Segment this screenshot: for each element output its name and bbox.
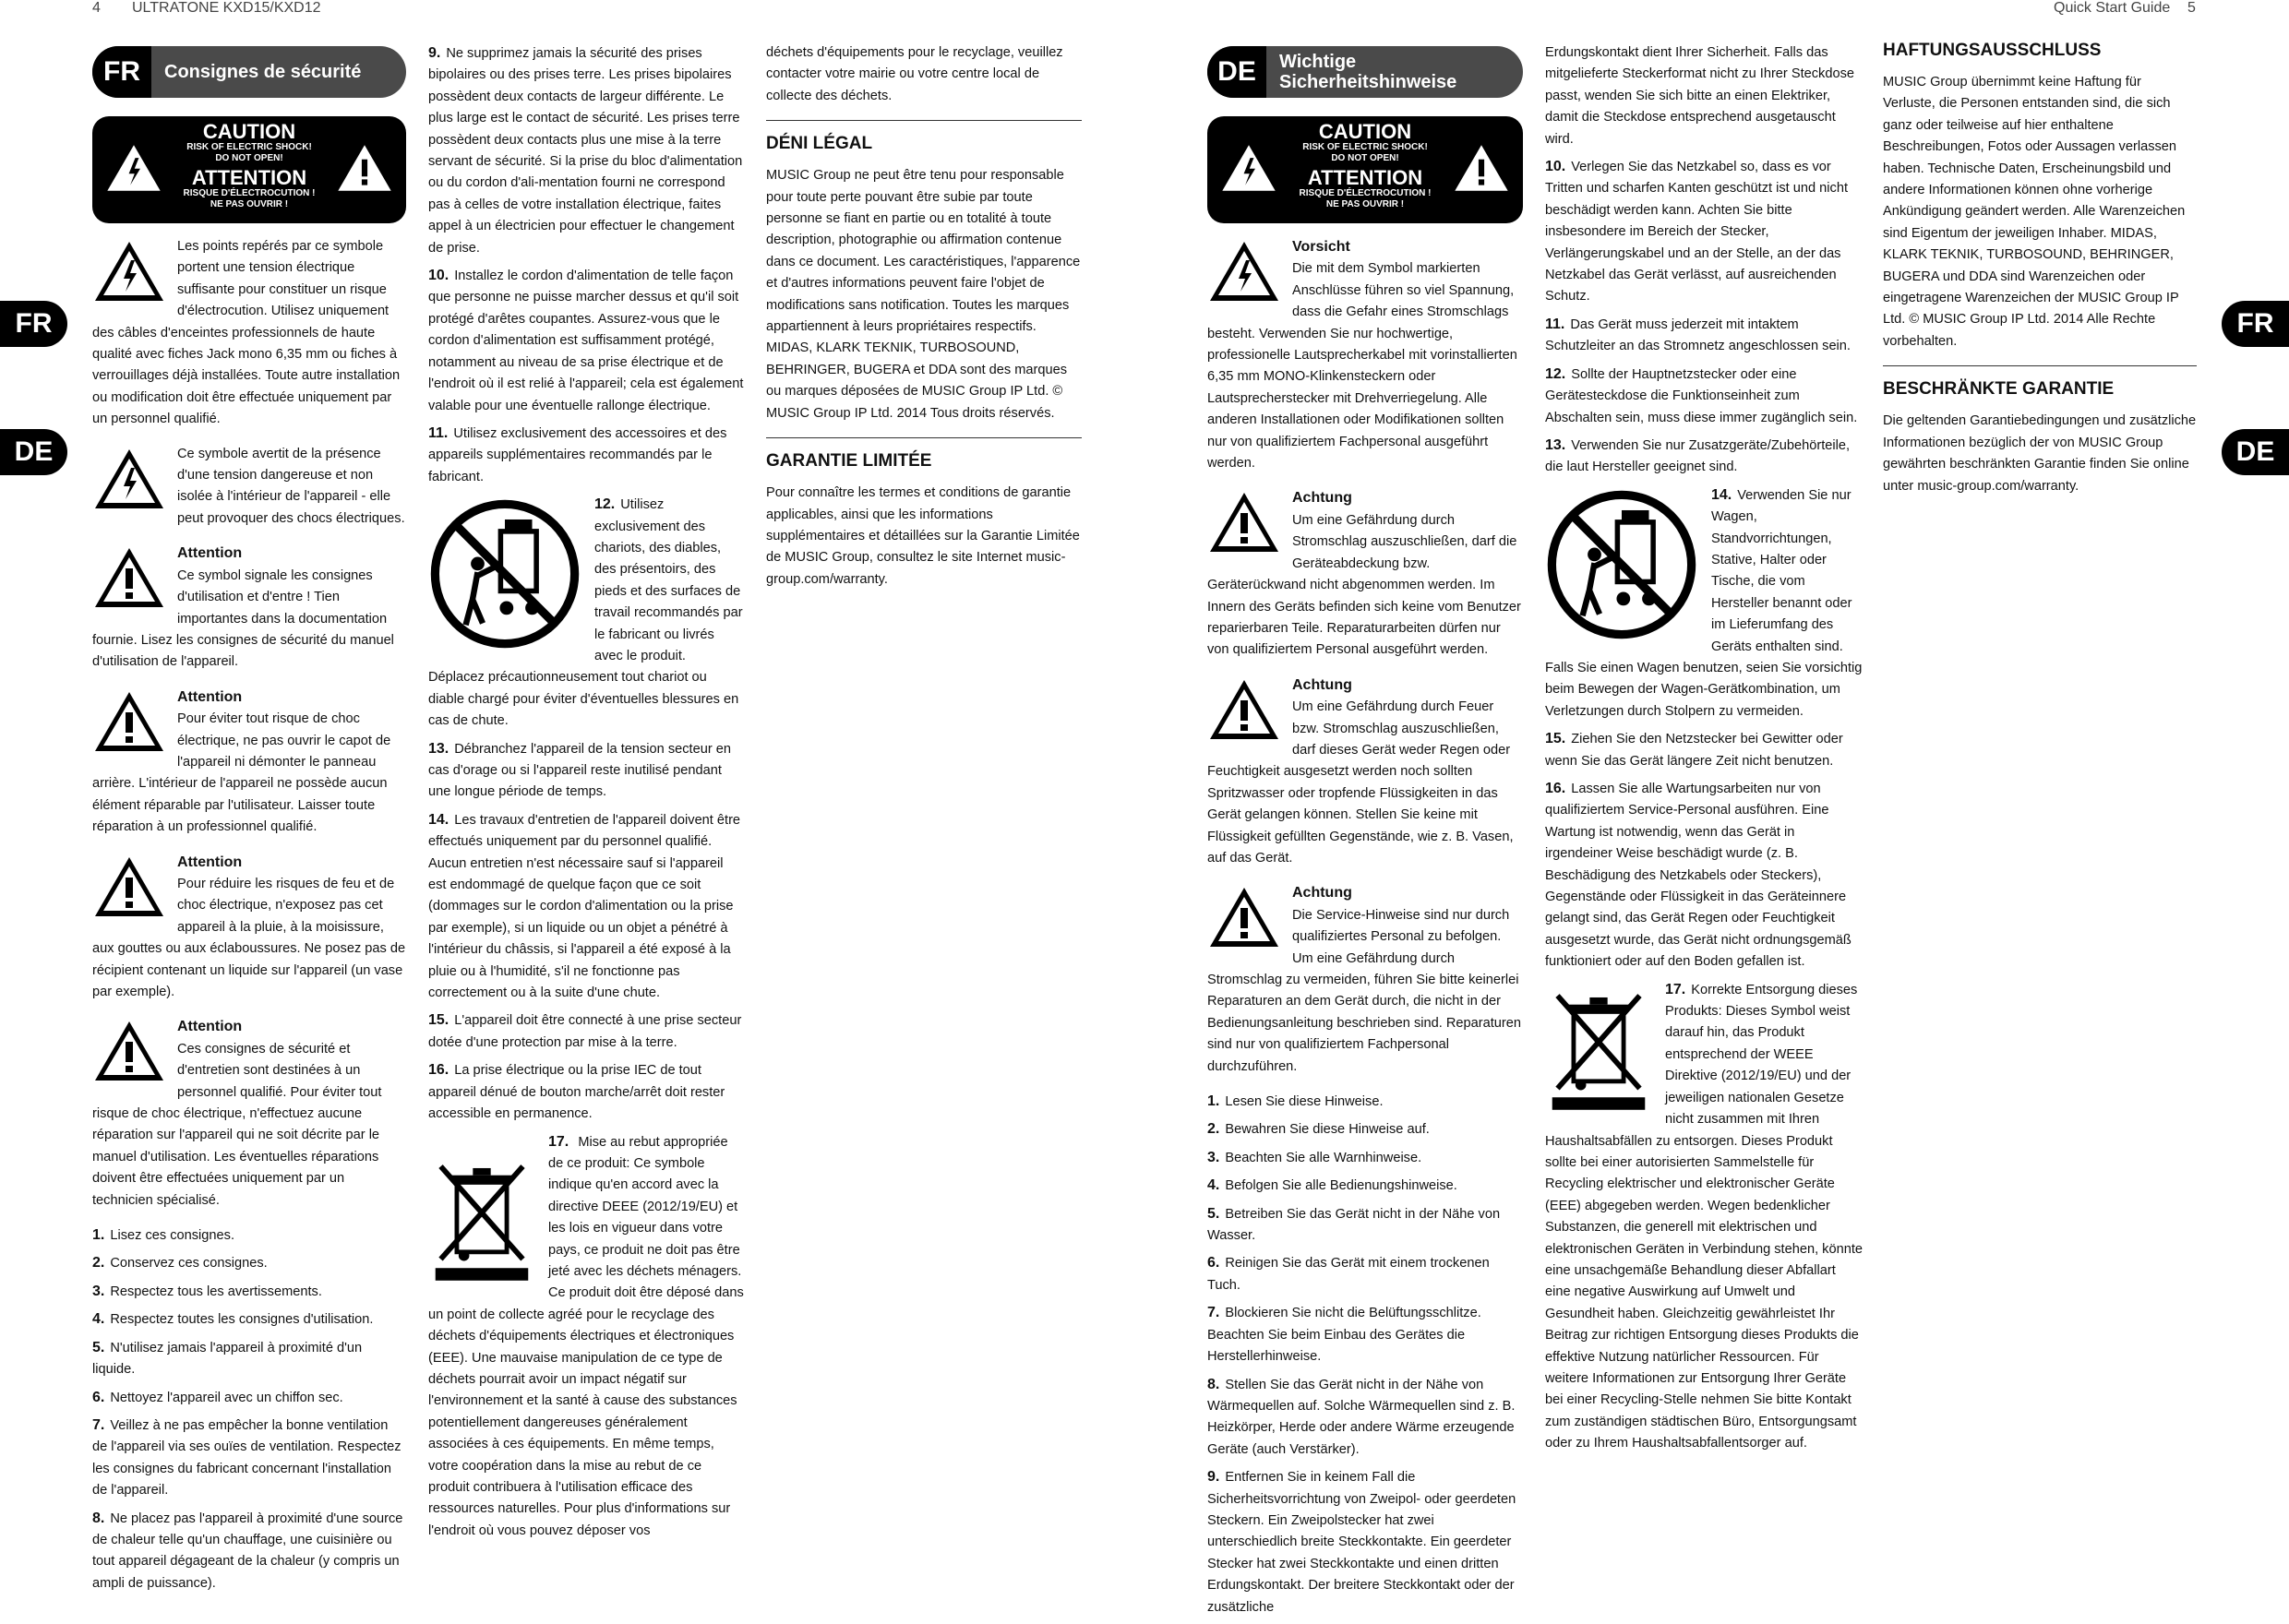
header-product-title: ULTRATONE KXD15/KXD12: [132, 0, 321, 16]
warning-text: Pour éviter tout risque de choc électrique, ne pas ouvrir le capot de l'appareil ni démonter le panneau arrière. L'intérieur de l'appareil ne possède aucun élément réparable par l'utilisateur. Laisser toute réparation à un professionnel qualifié.: [92, 711, 391, 835]
list-item: 2. Bewahren Sie diese Hinweise auf.: [1207, 1121, 1430, 1138]
warning-heading: Achtung: [1292, 490, 1352, 507]
de-caution-label: [1207, 116, 1523, 223]
list-item: 9. Entfernen Sie in keinem Fall die Sicherheitsvorrichtung von Zweipol- oder geerdeten Steckern. Ein Zweipolstecker hat zwei unterschiedlich breite Steckkontakte. Ein geerdeter Stecker hat zwei Steckkontakte und einen dritten Erdungskontakt. Der breitere Steckkontakt oder der zusätzliche: [1207, 1469, 1516, 1615]
fr-warning-2: [92, 444, 406, 531]
fr-warning-6: [92, 1016, 406, 1212]
list-item: 7. Blockieren Sie nicht die Belüftungsschlitze. Beachten Sie beim Einbau des Gerätes die Herstellerhinweise.: [1207, 1305, 1481, 1365]
exclamation-icon: [92, 544, 166, 611]
de-warning-2: [1207, 487, 1523, 661]
divider: [766, 437, 1082, 438]
fr-item-11: 11. Utilisez exclusivement des accessoires et des appareils supplémentaires recommandés par le fabricant.: [428, 424, 727, 484]
warning-text: Um eine Gefährdung durch Feuer bzw. Stromschlag auszuschließen, darf dieses Gerät weder Regen oder Feuchtigkeit ausgesetzt werden noch sollten Spritzwasser oder tropfende Flüssigkeiten in das Gerät gelangen können. Stellen Sie keine mit Flüssigkeit gefüllten Gegenstände, wie z. B. Vasen, auf das Gerät.: [1207, 699, 1514, 866]
fr-title-bar: [92, 46, 406, 98]
warning-text: Um eine Gefährdung durch Stromschlag auszuschließen, darf die Geräteabdeckung bzw. Geräterückwand nicht abgenommen werden. Im Innern des Geräts befinden sich keine vom Benutzer reparierbaren Teile. Reparaturarbeiten dürfen nur von qualifiziertem Personal ausgeführt werden.: [1207, 512, 1521, 658]
fr-warning-1: [92, 236, 406, 431]
attention-line: RISQUE D'ÉLECTROCUTION !: [1299, 188, 1432, 198]
warning-text: Ces consignes de sécurité et d'entretien sont destinées à un personnel qualifié. Pour éviter tout risque de choc électrique, n'effectuez aucune réparation sur l'appareil qui ne soit décrite par le manuel d'utilisation. Les éventuelles réparations doivent être effectuées uniquement par un technicien spécialisé.: [92, 1041, 382, 1208]
caution-heading: CAUTION: [1318, 120, 1412, 143]
fr-item-17: 17. Mise au rebut appropriée de ce produit: Ce symbole indique qu'en accord avec la directive DEEE (2012/19/EU) et les lois en vigueur dans votre pays, ce produit ne doit pas être jeté avec les déchets ménagers. Ce produit doit être déposé dans un point de collecte agréé pour le recyclage des déchets d'équipements électriques et électroniques (EEE). Une mauvaise manipulation de ce type de déchets pourrait avoir un impact négatif sur l'environnement et la santé à cause des substances potentiellement dangereuses généralement associées à ces équipements. En même temps, votre coopération dans la mise au rebut de ce produit contribuera à l'utilisation efficace des ressources naturelles. Pour plus d'informations sur l'endroit où vous pouvez déposer vos: [428, 1133, 744, 1538]
fr-section-title: Consignes de sécurité: [164, 62, 362, 82]
caution-line: RISK OF ELECTRIC SHOCK!: [186, 142, 312, 152]
fr-item-9: 9. Ne supprimez jamais la sécurité des prises bipolaires ou des prises terre. Les prises bipolaires possèdent deux contacts de largeur différente. Le plus large est le contact de sécurité. Les prises terre possèdent deux contacts plus une mise à la terre servant de sécurité. Si la prise du bloc d'alimentation ou du cordon d'ali-mentation fourni ne correspond pas à celles de votre installation électrique, faites appel à un électricien pour effectuer le changement de prise.: [428, 45, 743, 256]
fr-legal-text: MUSIC Group ne peut être tenu pour responsable pour toute perte pouvant être subie par toute personne se fiant en partie ou en totalité à toute description, photographie ou affirmation contenue dans ce document. Les caractéristiques, l'apparence et d'autres informations peuvent faire l'objet de modifications sans notification. Toutes les marques appartiennent à leurs propriétaires respectifs. MIDAS, KLARK TEKNIK, TURBOSOUND, BEHRINGER, BUGERA et DDA sont des marques ou marques déposées de MUSIC Group IP Ltd. © MUSIC Group IP Ltd. 2014 Tous droits réservés.: [766, 168, 1081, 421]
fr-warranty-text: Pour connaître les termes et conditions de garantie applicables, ainsi que les informations supplémentaires et détaillées sur la Garantie Limitée de MUSIC Group, consultez le site Internet music-group.com/warranty.: [766, 485, 1080, 587]
caution-line: DO NOT OPEN!: [1331, 153, 1399, 163]
de-liability-heading: HAFTUNGSAUSSCHLUSS: [1883, 41, 2102, 60]
list-item: 1. Lesen Sie diese Hinweise.: [1207, 1093, 1384, 1110]
list-item: 8. Stellen Sie das Gerät nicht in der Nähe von Wärmequellen auf. Solche Wärmequellen sind z. B. Heizkörper, Herde oder andere Wärme erzeugende Geräte (auch Verstärker).: [1207, 1376, 1516, 1457]
divider: [766, 120, 1082, 121]
list-item: 4. Befolgen Sie alle Bedienungshinweise.: [1207, 1177, 1457, 1194]
fr-legal-heading: DÉNI LÉGAL: [766, 134, 873, 154]
list-item: 5. Betreiben Sie das Gerät nicht in der Nähe von Wasser.: [1207, 1205, 1501, 1244]
tab-de-right[interactable]: DE: [2222, 429, 2289, 475]
warning-text: Die mit dem Symbol markierten Anschlüsse führen so viel Spannung, dass die Gefahr eines Stromschlags besteht. Verwenden Sie nur hochwertige, professionelle Lautsprecherkabel mit vorinstallierten 6,35 mm MONO-Klinkensteckern oder Lautsprecherstecker mit Drehverriegelung. Alle anderen Installationen oder Modifikationen sollten nur von qualifiziertem Fachpersonal ausgeführt werden.: [1207, 261, 1517, 472]
de-item-12: 12. Sollte der Hauptnetzstecker oder eine Gerätesteckdose die Funktionseinheit zum Abschalten sein, muss diese immer zugänglich sein.: [1545, 365, 1858, 425]
warning-heading: Attention: [177, 545, 243, 562]
warning-text: Ce symbole avertit de la présence d'une tension dangereuse et non isolée à l'intérieur de l'appareil - elle peut provoquer des chocs électriques.: [177, 446, 405, 526]
de-instruction-list: [1207, 1091, 1523, 1618]
de-warranty-text: Die geltenden Garantiebedingungen und zusätzliche Informationen bezüglich der von MUSIC Group gewährten beschränkten Garantie finden Sie online unter music-group.com/warranty.: [1883, 413, 2197, 494]
fr-caution-label: [92, 116, 406, 223]
de-item-11: 11. Das Gerät muss jederzeit mit intaktem Schutzleiter an das Stromnetz angeschlossen sein.: [1545, 316, 1851, 354]
de-section-title: Wichtige Sicherheitshinweise: [1279, 52, 1457, 92]
warning-text: Ce symbol signale les consignes d'utilisation et d'entre ! Tien importantes dans la documentation fournie. Lisez les consignes de sécurité du manuel d'utilisation de l'appareil.: [92, 567, 394, 670]
warning-heading: Attention: [177, 688, 243, 705]
fr-column-3: [766, 42, 1082, 596]
caution-exclamation-icon: [1453, 142, 1510, 194]
attention-line: NE PAS OUVRIR !: [1325, 199, 1405, 209]
caution-line: RISK OF ELECTRIC SHOCK!: [1302, 142, 1428, 152]
list-item: 8. Ne placez pas l'appareil à proximité d'une source de chaleur telle qu'un chauffage, une cuisinière ou tout appareil dégageant de la chaleur (y compris un ampli de puissance).: [92, 1510, 403, 1591]
de-item-15: 15. Ziehen Sie den Netzstecker bei Gewitter oder wenn Sie das Gerät längere Zeit nicht benutzen.: [1545, 731, 1843, 769]
caution-bolt-icon: [1220, 142, 1277, 194]
tab-de-left[interactable]: DE: [0, 429, 67, 475]
warning-heading: Attention: [177, 1019, 243, 1035]
caution-exclamation-icon: [336, 142, 393, 194]
warning-text: Die Service-Hinweise sind nur durch qualifiziertes Personal zu befolgen. Um eine Gefährdung durch Stromschlag zu vermeiden, führen Sie bitte keinerlei Reparaturen an dem Gerät durch, die nicht in der Bedienungsanleitung beschrieben sind. Reparaturen sind nur von qualifiziertem Fachpersonal durchzuführen.: [1207, 907, 1521, 1074]
fr-item-12: 12. Utilisez exclusivement des chariots, des diables, des présentoirs, des pieds et des surfaces de travail recommandés par le fabricant ou livrés avec le produit. Déplacez précautionneusement tout chariot ou diable chargé pour éviter d'éventuelles blessures en cas de chute.: [428, 496, 743, 729]
attention-line: NE PAS OUVRIR !: [210, 199, 289, 209]
tab-fr-right[interactable]: FR: [2222, 301, 2289, 347]
fr-item-15: 15. L'appareil doit être connecté à une prise secteur dotée d'une protection par mise à la terre.: [428, 1012, 742, 1050]
fr-item-17-continued: déchets d'équipements pour le recyclage, veuillez contacter votre mairie ou votre centre local de collecte des déchets.: [766, 45, 1063, 103]
exclamation-icon: [1207, 676, 1281, 743]
attention-heading: ATTENTION: [1307, 166, 1423, 189]
weee-bin-icon: [428, 1153, 535, 1288]
warning-heading: Vorsicht: [1292, 239, 1350, 255]
fr-column-1: [92, 46, 406, 1600]
de-item-14: 14. Verwenden Sie nur Wagen, Standvorrichtungen, Stative, Halter oder Tische, die vom Hersteller benannt oder im Lieferumfang des Geräts enthalten sind. Falls Sie einen Wagen benutzen, seien Sie vorsichtig beim Bewegen der Wagen-Gerätkombination, um Verletzungen durch Stolpern zu vermeiden.: [1545, 486, 1863, 719]
de-liability-text: MUSIC Group übernimmt keine Haftung für Verluste, die Personen entstanden sind, die sich ganz oder teilweise auf hier enthaltene Beschreibungen, Fotos oder Aussagen verlassen haben. Technische Daten, Erscheinungsbild und andere Informationen können ohne vorherige Ankündigung geändert werden. Alle Warenzeichen sind Eigentum der jeweiligen Inhaber. MIDAS, KLARK TEKNIK, TURBOSOUND, BEHRINGER, BUGERA und DDA sind Warenzeichen oder eingetragene Warenzeichen der MUSIC Group IP Ltd. © MUSIC Group IP Ltd. 2014 Alle Rechte vorbehalten.: [1883, 75, 2186, 349]
electric-shock-icon: [92, 238, 166, 304]
list-item: 6. Reinigen Sie das Gerät mit einem trockenen Tuch.: [1207, 1255, 1490, 1293]
caution-line: DO NOT OPEN!: [215, 153, 283, 163]
exclamation-icon: [92, 854, 166, 920]
de-warning-3: [1207, 675, 1523, 870]
fr-warning-4: [92, 687, 406, 839]
de-column-1: [1207, 46, 1523, 1624]
de-item-10: 10. Verlegen Sie das Netzkabel so, dass es vor Tritten und scharfen Kanten geschützt ist und nicht beschädigt werden kann. Achten Sie bitte insbesondere im Bereich der Stecker, Verlängerungskabel und an der Stelle, an der das Netzkabel das Gerät verlässt, auf ausreichenden Schutz.: [1545, 159, 1849, 304]
warning-heading: Achtung: [1292, 676, 1352, 693]
exclamation-icon: [1207, 489, 1281, 555]
tab-fr-left[interactable]: FR: [0, 301, 67, 347]
fr-lang-code: FR: [92, 46, 151, 98]
list-item: 3. Beachten Sie alle Warnhinweise.: [1207, 1149, 1422, 1165]
fr-column-2: [428, 42, 744, 1547]
fr-item-14: 14. Les travaux d'entretien de l'appareil doivent être effectués uniquement par du personnel qualifié. Aucun entretien n'est nécessaire sauf si l'appareil est endommagé de quelque façon que ce soit (dommages sur le cordon d'alimentation ou la prise par exemple), si un liquide ou un objet a pénétré à l'intérieur du châssis, si l'appareil a été exposé à la pluie ou à l'humidité, s'il ne fonctionne pas correctement ou à la suite d'une chute.: [428, 811, 741, 1001]
de-warranty-heading: BESCHRÄNKTE GARANTIE: [1883, 379, 2115, 400]
list-item: 4. Respectez toutes les consignes d'utilisation.: [92, 1311, 374, 1328]
list-item: 5. N'utilisez jamais l'appareil à proximité d'un liquide.: [92, 1339, 363, 1378]
warning-text: Les points repérés par ce symbole portent une tension électrique suffisante pour constituer un risque d'électrocution. Utilisez uniquement des câbles d'enceintes professionnels de haute qualité avec fiches Jack mono 6,35 mm ou fiches à verrouillages déjà installées. Toute autre installation ou modification doit être effectuée uniquement par un personnel qualifié.: [92, 239, 401, 427]
de-item-17: 17. Korrekte Entsorgung dieses Produkts: Dieses Symbol weist darauf hin, das Produkt entsprechend der WEEE Direktive (2012/19/EU) und der jeweiligen nationalen Gesetze nicht zusammen mit Ihren Haushaltsabfällen zu entsorgen. Dieses Produkt sollte bei einer autorisierten Sammelstelle für Recycling elektrischer und elektronischer Geräte (EEE) abgegeben werden. Wegen bedenklicher Substanzen, die generell mit elektrischen und elektronischen Geräten in Verbindung stehen, könnte eine unsachgemäße Behandlung dieser Abfallart eine negative Auswirkung auf Umwelt und Gesundheit haben. Gleichzeitig gewährleistet Ihr Beitrag zur richtigen Entsorgung dieses Produkts die effektive Nutzung natürlicher Ressourcen. Für weitere Informationen zur Entsorgung Ihrer Geräte bei einer Recycling-Stelle nehmen Sie bitte Kontakt zum zuständigen städtischen Büro, Entsorgungsamt oder zu Ihrem Haushaltsabfallentsorger auf.: [1545, 981, 1864, 1451]
weee-bin-icon: [1545, 983, 1652, 1117]
list-item: 6. Nettoyez l'appareil avec un chiffon sec.: [92, 1389, 343, 1405]
caution-bolt-icon: [105, 142, 162, 194]
warning-text: Pour réduire les risques de feu et de choc électrique, n'exposez pas cet appareil à la pluie, à la moisissure, aux gouttes ou aux éclaboussures. Ne posez pas de récipient contenant un liquide sur l'appareil (un vase par exemple).: [92, 876, 406, 999]
de-column-2: [1545, 42, 1863, 1461]
de-column-3: [1883, 41, 2197, 503]
cart-tip-over-icon: [1545, 488, 1698, 641]
fr-item-16: 16. La prise électrique ou la prise IEC de tout appareil dénué de bouton marche/arrêt doit rester accessible en permanence.: [428, 1062, 725, 1122]
list-item: 1. Lisez ces consignes.: [92, 1227, 235, 1244]
exclamation-icon: [92, 688, 166, 755]
de-item-9-continued: Erdungskontakt dient Ihrer Sicherheit. Falls das mitgelieferte Steckerformat nicht zu Ihrer Steckdose passt, wenden Sie sich bitte an einen Elektriker, damit die Steckdose entsprechend ausgetauscht wird.: [1545, 45, 1854, 147]
fr-warranty-heading: GARANTIE LIMITÉE: [766, 451, 932, 472]
divider: [1883, 365, 2197, 366]
page-number-right: 5: [2187, 0, 2196, 16]
de-title-bar: [1207, 46, 1523, 98]
de-item-13: 13. Verwenden Sie nur Zusatzgeräte/Zubehörteile, die laut Hersteller geeignet sind.: [1545, 436, 1851, 475]
page-number-left: 4: [92, 0, 101, 16]
caution-heading: CAUTION: [202, 120, 296, 143]
fr-instruction-list: [92, 1224, 406, 1594]
list-item: 2. Conservez ces consignes.: [92, 1255, 268, 1272]
list-item: 7. Veillez à ne pas empêcher la bonne ventilation de l'appareil via ses ouïes de ventilation. Respectez les consignes du fabricant concernant l'installation de l'appareil.: [92, 1416, 401, 1499]
exclamation-icon: [1207, 884, 1281, 950]
electric-shock-icon: [1207, 238, 1281, 304]
attention-heading: ATTENTION: [191, 166, 307, 189]
header-guide-title: Quick Start Guide: [2054, 0, 2171, 16]
warning-heading: Achtung: [1292, 885, 1352, 902]
exclamation-icon: [92, 1018, 166, 1084]
fr-item-10: 10. Installez le cordon d'alimentation de telle façon que personne ne puisse marcher dessus et qu'il soit protégé d'arêtes coupantes. Assurez-vous que le cordon d'alimentation est suffisamment protégé, notamment au niveau de sa prise électrique et de l'endroit où il est relié à l'appareil; cela est également valable pour une éventuelle rallonge électrique.: [428, 268, 744, 413]
de-warning-4: [1207, 882, 1523, 1078]
de-lang-code: DE: [1207, 46, 1266, 98]
warning-heading: Attention: [177, 854, 243, 870]
de-warning-1: [1207, 236, 1523, 474]
de-item-16: 16. Lassen Sie alle Wartungsarbeiten nur von qualifiziertem Service-Personal ausführen. Eine Wartung ist notwendig, wenn das Gerät in irgendeiner Weise beschädigt wurde (z. B. Beschädigung des Netzkabels oder Steckers), Gegenstände oder Flüssigkeit in das Geräteinnere gelangt sind, das Gerät Regen oder Feuchtigkeit ausgesetzt wurde, das Gerät nicht ordnungsgemäß funktioniert oder auf den Boden gefallen ist.: [1545, 781, 1852, 970]
electric-shock-icon: [92, 446, 166, 512]
list-item: 3. Respectez tous les avertissements.: [92, 1283, 322, 1299]
fr-warning-3: [92, 543, 406, 673]
attention-line: RISQUE D'ÉLECTROCUTION !: [183, 188, 316, 198]
fr-item-13: 13. Débranchez l'appareil de la tension secteur en cas d'orage ou si l'appareil reste inutilisé pendant une longue période de temps.: [428, 740, 731, 800]
fr-warning-5: [92, 852, 406, 1004]
cart-tip-over-icon: [428, 497, 581, 651]
